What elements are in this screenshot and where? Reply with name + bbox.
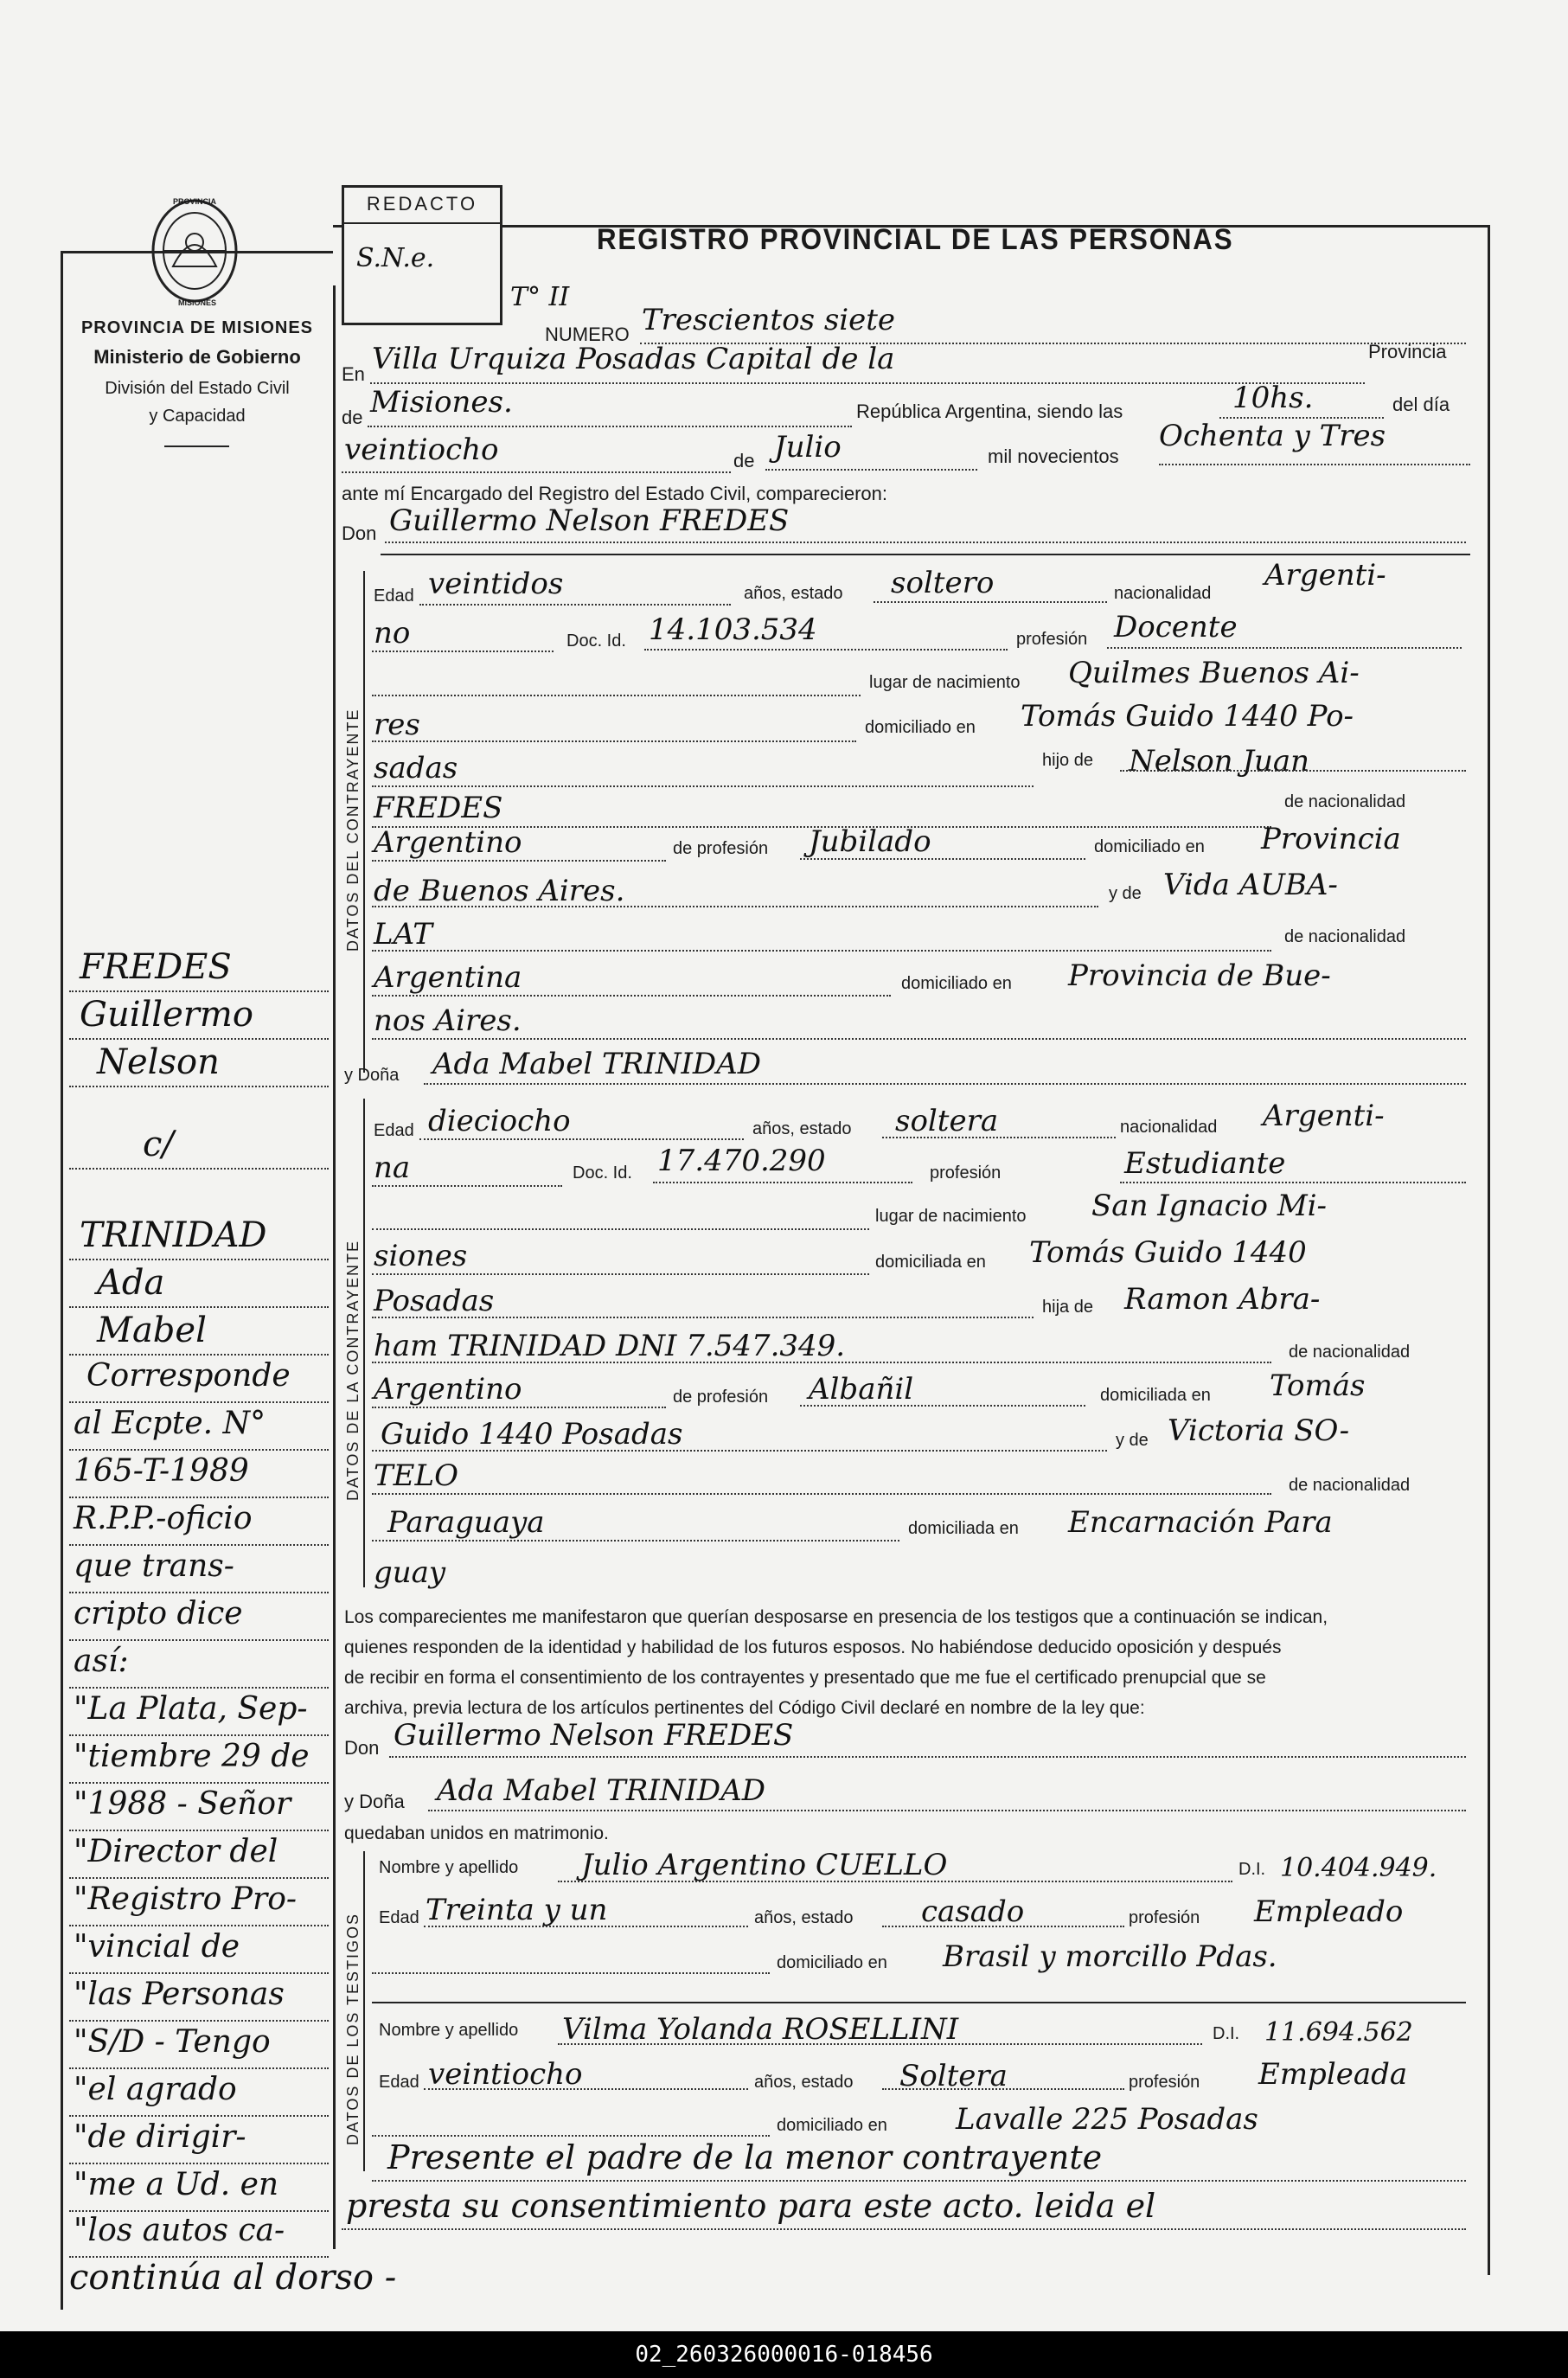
footer-id: 02_260326000016-018456 — [635, 2342, 933, 2368]
c2-madre-dom: Encarnación Para — [1068, 1505, 1333, 1540]
c2-padre-dom-label: domiciliada en — [1100, 1386, 1211, 1405]
margin-note-line: Mabel — [97, 1311, 207, 1350]
c1-lugar-label: lugar de nacimiento — [869, 673, 1021, 692]
margin-note-line: "S/D - Tengo — [74, 2024, 271, 2060]
c2-padre-nac: Argentino — [374, 1372, 522, 1407]
margin-note-line: "de dirigir- — [74, 2119, 246, 2155]
c1-lugar-value: Quilmes Buenos Ai- — [1068, 656, 1360, 690]
form-right-line — [1488, 225, 1490, 2275]
c1-madre-nac: Argentina — [374, 960, 522, 995]
org-name-province: PROVINCIA DE MISIONES — [80, 318, 314, 337]
testigos-section-label: DATOS DE LOS TESTIGOS — [344, 1912, 362, 2145]
redacto-value: S.N.e. — [356, 243, 435, 273]
decl-don-label: Don — [344, 1737, 380, 1759]
mil-label: mil novecientos — [988, 445, 1119, 467]
de-value: Misiones. — [370, 385, 513, 420]
t1-dom-label: domiciliado en — [777, 1953, 887, 1972]
t1-edad-label: Edad — [379, 1908, 419, 1927]
t1-nombre-label: Nombre y apellido — [379, 1858, 519, 1877]
margin-note-line: c/ — [143, 1125, 174, 1164]
numero-label: NUMERO — [545, 324, 630, 345]
t2-edad-value: veintiocho — [428, 2057, 583, 2092]
c2-padre-prof: Albañil — [809, 1372, 914, 1407]
mes-value: Julio — [774, 430, 842, 465]
footer-id-bar — [0, 2331, 1568, 2378]
c2-edad-label: Edad — [374, 1121, 414, 1140]
t2-anios-label: años, estado — [754, 2073, 854, 2092]
margin-note-line: Corresponde — [86, 1358, 291, 1394]
c1-madre-value: Vida AUBA- — [1163, 868, 1338, 902]
c1-padre-value2: FREDES — [374, 791, 503, 825]
c2-madre-dom2: guay — [374, 1555, 446, 1590]
c2-padre-value2: ham TRINIDAD DNI 7.547.349. — [374, 1329, 846, 1363]
left-frame-line — [61, 251, 63, 2310]
c1-madre-value2: LAT — [374, 917, 432, 952]
c2-madre-nac: Paraguaya — [387, 1505, 545, 1540]
c2-doc-label: Doc. Id. — [573, 1163, 632, 1183]
t1-edad-value: Treinta y un — [426, 1893, 608, 1927]
c1-prof-value: Docente — [1114, 610, 1238, 644]
margin-note-line: TRINIDAD — [80, 1215, 267, 1255]
t1-prof-value: Empleado — [1254, 1894, 1404, 1929]
c1-padre-value: Nelson Juan — [1129, 744, 1310, 779]
c2-de-prof-label: de profesión — [673, 1388, 769, 1407]
seal-bottom-text: MISIONES — [178, 298, 217, 307]
t2-nombre-label: Nombre y apellido — [379, 2021, 519, 2040]
t2-di-value: 11.694.562 — [1264, 2017, 1413, 2048]
c1-hijo-label: hijo de — [1042, 751, 1093, 770]
en-label: En — [342, 363, 365, 385]
c2-madre-value: Victoria SO- — [1168, 1413, 1350, 1448]
de2-label: de — [733, 450, 755, 471]
c2-prof-value: Estudiante — [1124, 1146, 1286, 1181]
margin-note-line: R.P.P.-oficio — [74, 1501, 253, 1536]
c1-madre-dom: Provincia de Bue- — [1068, 958, 1331, 993]
unidos-text: quedaban unidos en matrimonio. — [344, 1824, 609, 1843]
margin-note-line: que trans- — [74, 1548, 234, 1584]
c1-nac-value2: no — [374, 616, 411, 651]
contrayente-bracket — [363, 571, 365, 1073]
org-name-division: División del Estado Civil — [105, 379, 290, 398]
c2-doc-value: 17.470.290 — [657, 1144, 826, 1178]
t1-dom-value: Brasil y morcillo Pdas. — [943, 1939, 1277, 1974]
contrayente2-section-label: DATOS DE LA CONTRAYENTE — [344, 1239, 362, 1501]
margin-note-line: así: — [74, 1644, 129, 1679]
c2-padre-dom2: Guido 1440 Posadas — [381, 1417, 683, 1452]
c1-de-nac-label: de nacionalidad — [1284, 792, 1406, 811]
t2-nombre-value: Vilma Yolanda ROSELLINI — [562, 2012, 959, 2047]
c1-nac-label: nacionalidad — [1114, 584, 1212, 603]
margin-note-line: "los autos ca- — [74, 2213, 285, 2248]
t1-anios-label: años, estado — [754, 1908, 854, 1927]
hora-value: 10hs. — [1232, 381, 1314, 415]
don-label: Don — [342, 522, 377, 544]
document-title: REGISTRO PROVINCIAL DE LAS PERSONAS — [597, 223, 1234, 256]
decl-dona-value: Ada Mabel TRINIDAD — [437, 1773, 766, 1808]
margin-note-line: "las Personas — [74, 1977, 285, 2012]
contrayente-section-label: DATOS DEL CONTRAYENTE — [344, 708, 362, 952]
c1-prof-label: profesión — [1016, 630, 1088, 649]
c2-padre-value: Ramon Abra- — [1124, 1282, 1321, 1317]
c1-lugar-value2: res — [374, 708, 420, 742]
tomo-value: T° II — [510, 282, 570, 312]
left-top-line — [61, 251, 333, 253]
decl-don-value: Guillermo Nelson FREDES — [394, 1718, 794, 1753]
provincia-label: Provincia — [1368, 341, 1447, 362]
c2-lugar-value2: siones — [374, 1239, 468, 1273]
continua-note: continúa al dorso - — [69, 2258, 397, 2298]
t1-estado-value: casado — [921, 1894, 1025, 1929]
c2-estado-value: soltera — [895, 1104, 999, 1138]
c2-y-de-label: y de — [1116, 1431, 1149, 1450]
c1-edad-label: Edad — [374, 586, 414, 606]
margin-note-line: Ada — [97, 1263, 165, 1303]
margin-note-line: "vincial de — [74, 1929, 240, 1965]
c1-padre-dom-label: domiciliado en — [1094, 837, 1205, 856]
margin-note-line: "Registro Pro- — [74, 1881, 298, 1917]
testigos-bracket — [363, 1851, 365, 2171]
margin-note-line: 165-T-1989 — [74, 1453, 249, 1489]
t2-dom-value: Lavalle 225 Posadas — [956, 2102, 1258, 2137]
c2-dona-value: Ada Mabel TRINIDAD — [432, 1047, 762, 1081]
dia-value: veintiocho — [344, 433, 499, 467]
republica-label: República Argentina, siendo las — [856, 401, 1123, 422]
c2-anios-label: años, estado — [752, 1119, 852, 1138]
c1-madre-de-nac-label: de nacionalidad — [1284, 927, 1406, 946]
numero-value: Trescientos siete — [642, 303, 896, 337]
c2-nac-value2: na — [374, 1151, 411, 1185]
c1-padre-prof: Jubilado — [809, 824, 931, 859]
t1-prof-label: profesión — [1129, 1908, 1200, 1927]
de-label: de — [342, 407, 363, 428]
c2-nac-label: nacionalidad — [1120, 1118, 1218, 1137]
c1-estado-value: soltero — [891, 566, 995, 600]
c1-de-prof-label: de profesión — [673, 839, 769, 858]
margin-note-line: "el agrado — [74, 2072, 237, 2107]
c1-padre-dom2: de Buenos Aires. — [374, 874, 625, 908]
margin-note-line: Nelson — [97, 1042, 220, 1082]
margin-note-line: Guillermo — [80, 995, 253, 1035]
c2-dom-value2: Posadas — [374, 1284, 495, 1318]
c2-hija-label: hija de — [1042, 1298, 1093, 1317]
c1-y-de-label: y de — [1109, 884, 1142, 903]
c1-madre-dom2: nos Aires. — [374, 1003, 522, 1038]
c2-lugar-label: lugar de nacimiento — [875, 1207, 1027, 1226]
body-text-line-4: archiva, previa lectura de los artículos pertinentes del Código Civil declaré en nombre de la ley que: — [344, 1698, 1145, 1718]
closing-line-1: Presente el padre de la menor contrayente — [387, 2138, 1103, 2176]
c1-doc-label: Doc. Id. — [566, 631, 626, 651]
c1-nac-value: Argenti- — [1264, 558, 1386, 593]
c1-dom-value2: sadas — [374, 751, 458, 785]
org-name-ministry: Ministerio de Gobierno — [93, 346, 301, 368]
c2-madre-de-nac-label: de nacionalidad — [1289, 1476, 1411, 1495]
t2-di-label: D.I. — [1213, 2024, 1240, 2043]
org-name-capacity: y Capacidad — [149, 407, 246, 426]
t2-prof-label: profesión — [1129, 2073, 1200, 2092]
c1-edad-value: veintidos — [428, 567, 564, 601]
form-left-line — [333, 285, 336, 2249]
c1-padre-nac: Argentino — [374, 825, 522, 860]
margin-note-line: "1988 - Señor — [74, 1786, 291, 1822]
c2-de-nac-label: de nacionalidad — [1289, 1343, 1411, 1362]
body-text-line-2: quienes responden de la identidad y habilidad de los futuros esposos. No habiéndose deducido oposición y después — [344, 1638, 1282, 1657]
t2-prof-value: Empleada — [1258, 2057, 1408, 2092]
c2-lugar-value: San Ignacio Mi- — [1091, 1189, 1327, 1223]
c2-dom-value: Tomás Guido 1440 — [1029, 1235, 1307, 1270]
margin-note-line: FREDES — [80, 947, 232, 987]
margin-note-line: "me a Ud. en — [74, 2167, 279, 2202]
t1-di-value: 10.404.949. — [1280, 1853, 1437, 1883]
margin-note-line: cripto dice — [74, 1596, 243, 1631]
t2-estado-value: Soltera — [899, 2059, 1008, 2093]
c2-nac-value: Argenti- — [1263, 1099, 1385, 1133]
contrayente2-bracket — [363, 1099, 365, 1587]
c2-padre-dom: Tomás — [1270, 1368, 1366, 1403]
c1-padre-dom: Provincia — [1261, 822, 1401, 856]
don-value: Guillermo Nelson FREDES — [389, 503, 790, 538]
c2-edad-value: dieciocho — [428, 1104, 571, 1138]
seal-top-text: PROVINCIA — [173, 197, 217, 206]
margin-note-line: "tiembre 29 de — [74, 1739, 310, 1774]
margin-note-line: "Director del — [74, 1834, 278, 1869]
provincial-seal-icon — [147, 197, 242, 310]
redacto-label: REDACTO — [366, 193, 478, 215]
closing-line-2: presta su consentimiento para este acto. leida el — [346, 2187, 1156, 2225]
t1-di-label: D.I. — [1238, 1860, 1266, 1879]
c2-dona-label: y Doña — [344, 1066, 400, 1085]
c1-doc-value: 14.103.534 — [649, 612, 817, 647]
margin-note-line: "La Plata, Sep- — [74, 1691, 308, 1727]
t1-nombre-value: Julio Argentino CUELLO — [581, 1848, 948, 1882]
decl-dona-label: y Doña — [344, 1791, 405, 1812]
c2-madre-value2: TELO — [374, 1458, 458, 1493]
c2-madre-dom-label: domiciliada en — [908, 1519, 1019, 1538]
del-dia-label: del día — [1392, 394, 1450, 415]
c1-anios-label: años, estado — [744, 584, 843, 603]
t2-edad-label: Edad — [379, 2073, 419, 2092]
org-divider — [164, 445, 229, 447]
t2-dom-label: domiciliado en — [777, 2116, 887, 2135]
redacto-box — [342, 185, 502, 325]
c1-madre-dom-label: domiciliado en — [901, 974, 1012, 993]
body-text-line-3: de recibir en forma el consentimiento de los contrayentes y presentado que me fue el certificado prenupcial que se — [344, 1668, 1266, 1688]
c2-prof-label: profesión — [930, 1163, 1002, 1183]
body-text-line-1: Los comparecientes me manifestaron que querían desposarse en presencia de los testigos que a continuación se indican, — [344, 1607, 1328, 1627]
margin-note-line: al Ecpte. N° — [74, 1406, 266, 1441]
ante-text: ante mí Encargado del Registro del Estado Civil, comparecieron: — [342, 483, 887, 504]
anio-value: Ochenta y Tres — [1159, 419, 1386, 453]
c2-dom-label: domiciliada en — [875, 1253, 986, 1272]
c1-dom-label: domiciliado en — [865, 718, 976, 737]
en-value: Villa Urquiza Posadas Capital de la — [372, 342, 895, 376]
c1-dom-value: Tomás Guido 1440 Po- — [1021, 699, 1354, 734]
